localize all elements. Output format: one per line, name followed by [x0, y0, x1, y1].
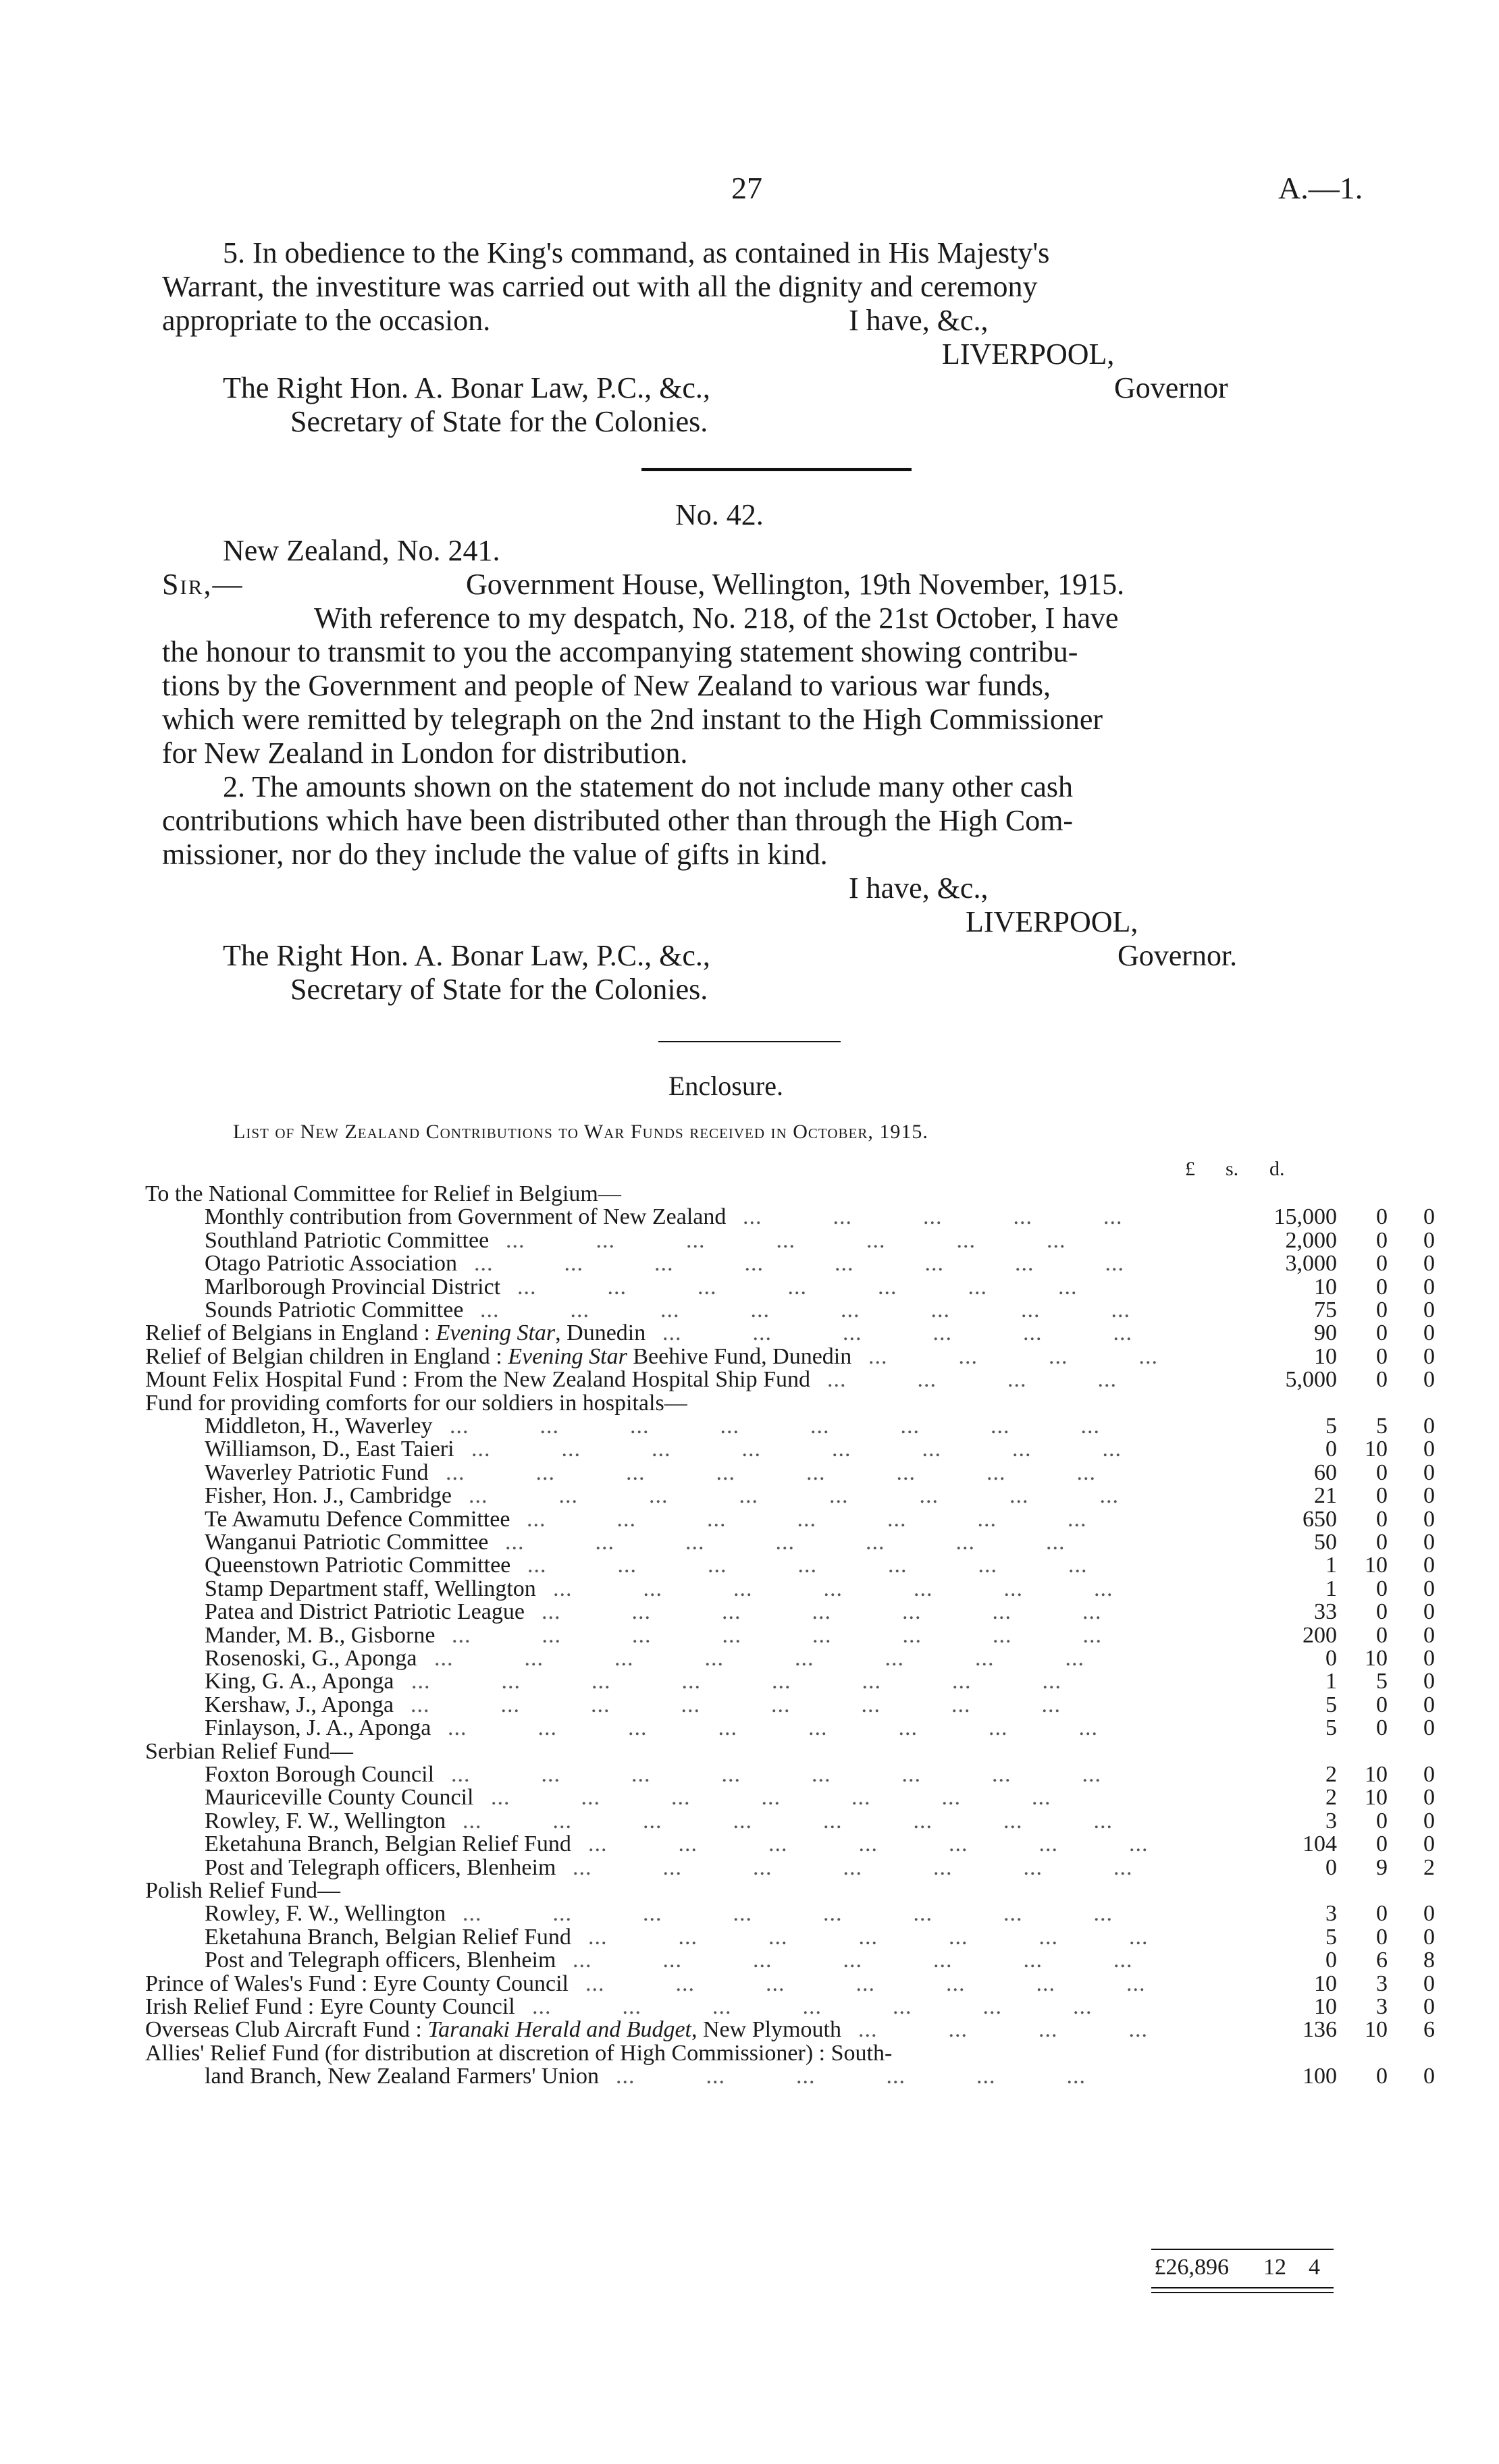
row-pence: 0: [1423, 1576, 1435, 1601]
row-pence: 0: [1423, 1646, 1435, 1671]
row-pounds: 10: [1314, 1994, 1337, 2019]
row-pence: 0: [1423, 1367, 1435, 1392]
row-label: Middleton, H., Waverley: [205, 1414, 433, 1439]
row-shillings: 0: [1376, 1623, 1388, 1648]
table-row: [145, 1809, 1435, 1833]
row-shillings: 10: [1365, 1762, 1388, 1787]
salutation: Sir,—: [162, 568, 244, 601]
despatch-origin: New Zealand, No. 241.: [223, 534, 500, 567]
row-shillings: 0: [1376, 1530, 1388, 1555]
row-pounds: 60: [1314, 1460, 1337, 1485]
row-label: Monthly contribution from Government of New Zealand: [205, 1204, 727, 1229]
leader-dots: ... ... ... ...: [868, 1345, 1158, 1368]
row-shillings: 0: [1376, 1831, 1388, 1856]
row-pence: 0: [1423, 1437, 1435, 1462]
row-shillings: 0: [1376, 2064, 1388, 2089]
row-pounds: 200: [1303, 1623, 1337, 1648]
row-pounds: 2,000: [1285, 1228, 1337, 1253]
table-row: [145, 1344, 1435, 1369]
col-pounds-header: £: [1185, 1158, 1195, 1180]
short-divider: [658, 1041, 841, 1042]
row-label: Relief of Belgians in England : Evening Star, Dunedin: [145, 1320, 646, 1345]
leader-dots: ... ... ... ...: [827, 1368, 1117, 1391]
row-label: Serbian Relief Fund—: [145, 1739, 353, 1764]
row-pence: 0: [1423, 1971, 1435, 1996]
leader-dots: ... ... ... ... ... ...: [662, 1322, 1132, 1345]
row-shillings: 0: [1376, 1483, 1388, 1508]
row-pounds: 2: [1325, 1762, 1337, 1787]
row-pounds: 90: [1314, 1320, 1337, 1345]
despatch-number: No. 42.: [675, 498, 764, 531]
row-pounds: 0: [1325, 1646, 1337, 1671]
row-pence: 0: [1423, 1251, 1435, 1276]
row-pounds: 15,000: [1273, 1204, 1337, 1229]
list-title: List of New Zealand Contributions to War Funds received in October, 1915.: [233, 1121, 928, 1143]
row-pence: 2: [1423, 1855, 1435, 1880]
para5-line-3: appropriate to the occasion.: [162, 304, 491, 337]
row-pounds: 5: [1325, 1414, 1337, 1439]
col-pence-header: d.: [1269, 1158, 1285, 1180]
row-label: Waverley Patriotic Fund: [205, 1460, 429, 1485]
table-row: [145, 1948, 1435, 1973]
leader-dots: ... ... ... ... ... ... ... ...: [451, 1763, 1101, 1786]
total-rule-bottom-2: [1151, 2292, 1334, 2293]
leader-dots: ... ... ... ... ... ... ... ...: [411, 1670, 1061, 1693]
row-label: Polish Relief Fund—: [145, 1878, 341, 1903]
leader-dots: ... ... ... ... ... ... ... ...: [452, 1624, 1102, 1647]
row-label: Mauriceville County Council: [205, 1785, 474, 1810]
table-row: [145, 1762, 1435, 1787]
row-shillings: 10: [1365, 1553, 1388, 1578]
table-row: [145, 1204, 1435, 1229]
table-row: [145, 1553, 1435, 1578]
row-shillings: 0: [1376, 1925, 1388, 1950]
row-pounds: 10: [1314, 1971, 1337, 1996]
leader-dots: ... ... ... ... ... ... ... ...: [434, 1647, 1084, 1670]
row-pounds: 10: [1314, 1275, 1337, 1300]
row-pounds: 5,000: [1285, 1367, 1337, 1392]
row-label: Wanganui Patriotic Committee: [205, 1530, 489, 1555]
leader-dots: ... ... ... ... ... ... ...: [491, 1786, 1051, 1809]
row-pence: 0: [1423, 1831, 1435, 1856]
second-addressee: The Right Hon. A. Bonar Law, P.C., &c.,: [223, 939, 710, 972]
row-pence: 0: [1423, 1320, 1435, 1345]
row-shillings: 10: [1365, 2017, 1388, 2042]
row-pounds: 75: [1314, 1297, 1337, 1322]
row-label: Foxton Borough Council: [205, 1762, 435, 1787]
row-pounds: 1: [1325, 1553, 1337, 1578]
row-label: Post and Telegraph officers, Blenheim: [205, 1855, 556, 1880]
row-pounds: 104: [1303, 1831, 1337, 1856]
row-label: Allies' Relief Fund (for distribution at discretion of High Commissioner) : South-: [145, 2041, 893, 2066]
table-row: [145, 1831, 1435, 1856]
table-row: [145, 1646, 1435, 1671]
row-pence: 0: [1423, 1275, 1435, 1300]
row-label: Rosenoski, G., Aponga: [205, 1646, 417, 1671]
row-shillings: 9: [1376, 1855, 1388, 1880]
row-pence: 0: [1423, 1762, 1435, 1787]
row-shillings: 0: [1376, 1576, 1388, 1601]
row-shillings: 0: [1376, 1320, 1388, 1345]
row-pounds: 1: [1325, 1576, 1337, 1601]
row-pence: 0: [1423, 1483, 1435, 1508]
para5-line-1: 5. In obedience to the King's command, as contained in His Majesty's: [223, 236, 1050, 269]
row-pence: 0: [1423, 1507, 1435, 1532]
row-pounds: 0: [1325, 1855, 1337, 1880]
leader-dots: ... ... ... ... ... ... ... ...: [411, 1694, 1061, 1717]
section-divider: [641, 468, 912, 471]
row-pounds: 33: [1314, 1599, 1337, 1624]
row-label: Mander, M. B., Gisborne: [205, 1623, 436, 1648]
table-row: [145, 1414, 1435, 1439]
row-pounds: 50: [1314, 1530, 1337, 1555]
row-pence: 0: [1423, 1460, 1435, 1485]
leader-dots: ... ... ... ... ... ... ...: [553, 1578, 1113, 1601]
row-pence: 0: [1423, 1994, 1435, 2019]
table-row: [145, 1437, 1435, 1462]
row-pounds: 10: [1314, 1344, 1337, 1369]
table-row: [145, 1715, 1435, 1740]
table-row: [145, 1599, 1435, 1624]
row-label: Rowley, F. W., Wellington: [205, 1901, 446, 1926]
dateline: Government House, Wellington, 19th November, 1915.: [466, 568, 1125, 601]
leader-dots: ... ... ... ... ... ... ... ...: [469, 1484, 1119, 1507]
table-row: [145, 1460, 1435, 1485]
col-shillings-header: s.: [1226, 1158, 1239, 1180]
table-row: [145, 1971, 1435, 1996]
table-row: [145, 1623, 1435, 1648]
leader-dots: ... ... ... ... ... ... ...: [527, 1554, 1088, 1577]
leader-dots: ... ... ... ... ... ... ... ...: [446, 1462, 1096, 1484]
row-label: Kershaw, J., Aponga: [205, 1692, 394, 1717]
leader-dots: ... ... ... ...: [858, 2018, 1148, 2041]
row-shillings: 0: [1376, 1507, 1388, 1532]
row-label: Finlayson, J. A., Aponga: [205, 1715, 431, 1740]
row-shillings: 0: [1376, 1204, 1388, 1229]
row-pence: 0: [1423, 1925, 1435, 1950]
leader-dots: ... ... ... ... ... ... ...: [588, 1926, 1149, 1949]
para2-line-2: contributions which have been distributed other than through the High Com-: [162, 804, 1074, 837]
row-label: Te Awamutu Defence Committee: [205, 1507, 510, 1532]
second-i-have: I have, &c.,: [849, 872, 989, 905]
row-label: Stamp Department staff, Wellington: [205, 1576, 536, 1601]
row-pence: 0: [1423, 1297, 1435, 1322]
row-pence: 0: [1423, 1669, 1435, 1694]
para1-line-5: for New Zealand in London for distribution.: [162, 736, 688, 770]
row-shillings: 0: [1376, 1692, 1388, 1717]
second-addressee-title: Secretary of State for the Colonies.: [290, 973, 708, 1006]
row-label: Overseas Club Aircraft Fund : Taranaki Herald and Budget, New Plymouth: [145, 2017, 841, 2042]
row-shillings: 0: [1376, 1228, 1388, 1253]
row-label: Fisher, Hon. J., Cambridge: [205, 1483, 452, 1508]
row-label: King, G. A., Aponga: [205, 1669, 394, 1694]
second-governor-title: Governor.: [1117, 939, 1238, 972]
row-shillings: 0: [1376, 1715, 1388, 1740]
para5-line-2: Warrant, the investiture was carried out with all the dignity and ceremony: [162, 270, 1038, 303]
row-pounds: 100: [1303, 2064, 1337, 2089]
table-row: [145, 2017, 1435, 2042]
row-pounds: 5: [1325, 1925, 1337, 1950]
row-shillings: 0: [1376, 1460, 1388, 1485]
row-pounds: 3: [1325, 1809, 1337, 1833]
row-pence: 8: [1423, 1948, 1435, 1973]
row-shillings: 10: [1365, 1437, 1388, 1462]
row-label: Southland Patriotic Committee: [205, 1228, 490, 1253]
table-row: [145, 2042, 1340, 2065]
row-pounds: 0: [1325, 1948, 1337, 1973]
leader-dots: ... ... ... ... ... ... ... ...: [480, 1299, 1130, 1322]
leader-dots: ... ... ... ... ... ... ...: [517, 1276, 1078, 1299]
table-row: [145, 1183, 1340, 1206]
row-pounds: 5: [1325, 1715, 1337, 1740]
row-pounds: 136: [1303, 2017, 1337, 2042]
row-pence: 0: [1423, 1692, 1435, 1717]
row-shillings: 3: [1376, 1971, 1388, 1996]
row-pence: 0: [1423, 1715, 1435, 1740]
row-label: Sounds Patriotic Committee: [205, 1297, 464, 1322]
table-row: [145, 1994, 1435, 2019]
row-label: Marlborough Provincial District: [205, 1275, 501, 1300]
row-pence: 0: [1423, 1204, 1435, 1229]
table-row: [145, 1879, 1340, 1902]
row-shillings: 0: [1376, 1367, 1388, 1392]
para2-line-3: missioner, nor do they include the value of gifts in kind.: [162, 838, 828, 871]
leader-dots: ... ... ... ... ... ... ... ...: [471, 1438, 1122, 1461]
leader-dots: ... ... ... ... ... ... ...: [542, 1601, 1102, 1624]
row-pounds: 650: [1303, 1507, 1337, 1532]
row-shillings: 10: [1365, 1785, 1388, 1810]
para1-line-3: tions by the Government and people of New Zealand to various war funds,: [162, 669, 1051, 702]
first-signature: LIVERPOOL,: [942, 338, 1115, 371]
leader-dots: ... ... ... ... ... ... ... ...: [463, 1810, 1113, 1833]
table-row: [145, 1576, 1435, 1601]
table-row: [145, 1901, 1435, 1926]
row-pounds: 5: [1325, 1692, 1337, 1717]
row-label: Post and Telegraph officers, Blenheim: [205, 1948, 556, 1973]
table-row: [145, 1297, 1435, 1322]
row-label: Prince of Wales's Fund : Eyre County Council: [145, 1971, 569, 1996]
leader-dots: ... ... ... ... ... ... ... ...: [474, 1252, 1124, 1275]
row-pounds: 3,000: [1285, 1251, 1337, 1276]
row-shillings: 0: [1376, 1901, 1388, 1926]
row-label: Mount Felix Hospital Fund : From the New Zealand Hospital Ship Fund: [145, 1367, 811, 1392]
table-row: [145, 1855, 1435, 1880]
row-label: Relief of Belgian children in England : Evening Star Beehive Fund, Dunedin: [145, 1344, 852, 1369]
row-label: Otago Patriotic Association: [205, 1251, 457, 1276]
table-row: [145, 1275, 1435, 1300]
row-pence: 0: [1423, 1785, 1435, 1810]
row-pounds: 2: [1325, 1785, 1337, 1810]
row-shillings: 0: [1376, 1275, 1388, 1300]
row-shillings: 6: [1376, 1948, 1388, 1973]
table-row: [145, 1740, 1340, 1763]
document-reference: A.—1.: [1278, 171, 1363, 205]
total-rule-top: [1151, 2249, 1334, 2250]
leader-dots: ... ... ... ... ... ...: [616, 2065, 1086, 2088]
para1-line-4: which were remitted by telegraph on the 2nd instant to the High Commissioner: [162, 703, 1103, 736]
row-pence: 0: [1423, 1809, 1435, 1833]
first-addressee-title: Secretary of State for the Colonies.: [290, 405, 708, 438]
table-row: [145, 1507, 1435, 1532]
row-pence: 0: [1423, 1414, 1435, 1439]
total-shillings: 12: [1263, 2255, 1286, 2280]
row-label: Williamson, D., East Taieri: [205, 1437, 454, 1462]
row-shillings: 0: [1376, 1251, 1388, 1276]
table-row: [145, 1483, 1435, 1508]
row-label: Patea and District Patriotic League: [205, 1599, 525, 1624]
row-shillings: 0: [1376, 1599, 1388, 1624]
row-label: Rowley, F. W., Wellington: [205, 1809, 446, 1833]
leader-dots: ... ... ... ... ... ... ...: [506, 1229, 1066, 1252]
first-governor-title: Governor: [1114, 371, 1228, 404]
row-label: Fund for providing comforts for our soldiers in hospitals—: [145, 1391, 687, 1416]
row-label: To the National Committee for Relief in Belgium—: [145, 1181, 621, 1206]
leader-dots: ... ... ... ... ... ... ...: [532, 1996, 1093, 2018]
leader-dots: ... ... ... ... ... ... ... ...: [448, 1717, 1098, 1740]
row-pounds: 0: [1325, 1437, 1337, 1462]
row-shillings: 3: [1376, 1994, 1388, 2019]
table-row: [145, 1530, 1435, 1555]
leader-dots: ... ... ... ... ...: [743, 1206, 1123, 1229]
row-pence: 0: [1423, 1623, 1435, 1648]
row-shillings: 0: [1376, 1809, 1388, 1833]
row-shillings: 0: [1376, 1297, 1388, 1322]
row-label: Eketahuna Branch, Belgian Relief Fund: [205, 1831, 571, 1856]
leader-dots: ... ... ... ... ... ... ...: [505, 1531, 1066, 1554]
row-pence: 6: [1423, 2017, 1435, 2042]
total-pence: 4: [1309, 2255, 1320, 2280]
row-pence: 0: [1423, 1901, 1435, 1926]
row-label: Eketahuna Branch, Belgian Relief Fund: [205, 1925, 571, 1950]
row-shillings: 10: [1365, 1646, 1388, 1671]
table-row: [145, 1669, 1435, 1694]
para2-line-1: 2. The amounts shown on the statement do not include many other cash: [223, 770, 1074, 803]
leader-dots: ... ... ... ... ... ... ...: [527, 1508, 1087, 1531]
leader-dots: ... ... ... ... ... ... ...: [573, 1949, 1133, 1972]
row-pence: 0: [1423, 2064, 1435, 2089]
table-row: [145, 1320, 1435, 1345]
second-signature: LIVERPOOL,: [966, 905, 1138, 938]
row-label: land Branch, New Zealand Farmers' Union: [205, 2064, 599, 2089]
row-pence: 0: [1423, 1344, 1435, 1369]
table-row: [145, 1925, 1435, 1950]
row-shillings: 0: [1376, 1344, 1388, 1369]
row-pounds: 21: [1314, 1483, 1337, 1508]
table-row: [145, 1367, 1435, 1392]
table-row: [145, 1228, 1435, 1253]
table-row: [145, 1692, 1435, 1717]
row-pence: 0: [1423, 1553, 1435, 1578]
leader-dots: ... ... ... ... ... ... ... ...: [450, 1415, 1100, 1438]
row-label: Queenstown Patriotic Committee: [205, 1553, 511, 1578]
para1-line-2: the honour to transmit to you the accompanying statement showing contribu-: [162, 635, 1078, 668]
leader-dots: ... ... ... ... ... ... ... ...: [463, 1902, 1113, 1925]
first-addressee: The Right Hon. A. Bonar Law, P.C., &c.,: [223, 371, 710, 404]
table-row: [145, 1785, 1435, 1810]
row-label: Irish Relief Fund : Eyre County Council: [145, 1994, 515, 2019]
page-number: 27: [731, 171, 762, 205]
table-row: [145, 1392, 1340, 1415]
row-shillings: 5: [1376, 1414, 1388, 1439]
total-rule-bottom-1: [1151, 2287, 1334, 2288]
para1-line-1: With reference to my despatch, No. 218, of the 21st October, I have: [314, 601, 1119, 635]
row-pounds: 1: [1325, 1669, 1337, 1694]
leader-dots: ... ... ... ... ... ... ...: [588, 1833, 1149, 1856]
row-pence: 0: [1423, 1228, 1435, 1253]
row-shillings: 5: [1376, 1669, 1388, 1694]
row-pounds: 3: [1325, 1901, 1337, 1926]
table-row: [145, 2064, 1435, 2089]
row-pence: 0: [1423, 1530, 1435, 1555]
enclosure-heading: Enclosure.: [668, 1071, 783, 1101]
table-row: [145, 1251, 1435, 1276]
leader-dots: ... ... ... ... ... ... ...: [585, 1973, 1146, 1996]
row-pence: 0: [1423, 1599, 1435, 1624]
leader-dots: ... ... ... ... ... ... ...: [573, 1856, 1133, 1879]
first-i-have: I have, &c.,: [849, 304, 989, 337]
total-pounds: £26,896: [1154, 2255, 1229, 2280]
